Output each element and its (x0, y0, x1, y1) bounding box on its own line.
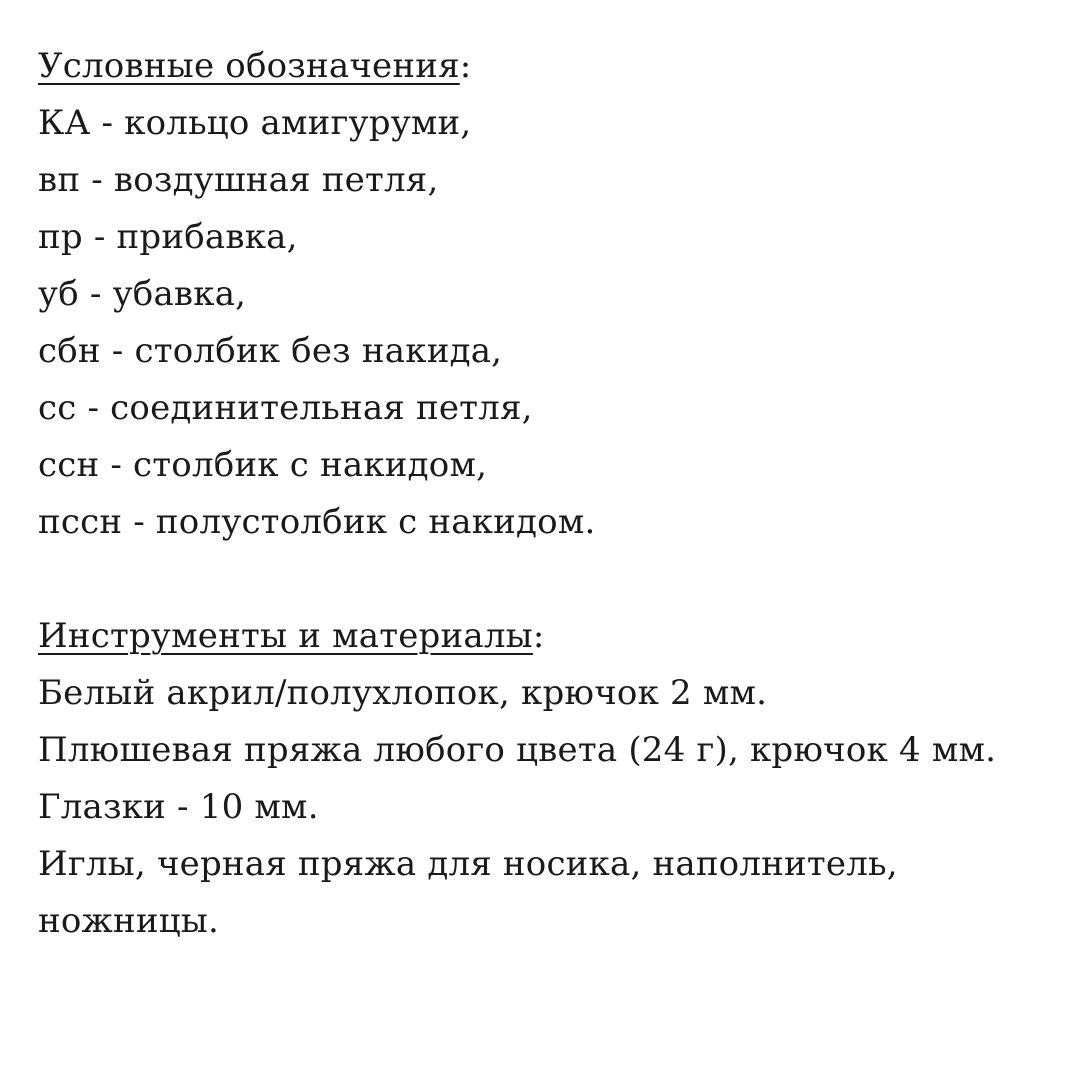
legend-item: пссн - полустолбик с накидом. (38, 502, 596, 542)
materials-item: Белый акрил/полухлопок, крючок 2 мм. (38, 673, 768, 713)
legend-item: сс - соединительная петля, (38, 388, 533, 428)
legend-heading-text: Условные обозначения (38, 46, 460, 86)
materials-heading-text: Инструменты и материалы (38, 616, 533, 656)
legend-item: ссн - столбик с накидом, (38, 445, 488, 485)
section-spacer (38, 551, 1058, 608)
materials-item: Иглы, черная пряжа для носика, наполнитель, (38, 844, 898, 884)
legend-item: сбн - столбик без накида, (38, 331, 503, 371)
materials-item: Плюшевая пряжа любого цвета (24 г), крючок 4 мм. (38, 730, 997, 770)
materials-heading-colon: : (532, 616, 545, 656)
legend-item: пр - прибавка, (38, 217, 298, 257)
legend-item: уб - убавка, (38, 274, 247, 314)
legend-heading-colon: : (459, 46, 472, 86)
legend-heading (38, 38, 1058, 95)
materials-heading (38, 608, 1058, 665)
legend-item: вп - воздушная петля, (38, 160, 439, 200)
materials-item: ножницы. (38, 901, 220, 941)
document-page (38, 38, 1058, 950)
legend-item: КА - кольцо амигуруми, (38, 103, 472, 143)
materials-item: Глазки - 10 мм. (38, 787, 319, 827)
